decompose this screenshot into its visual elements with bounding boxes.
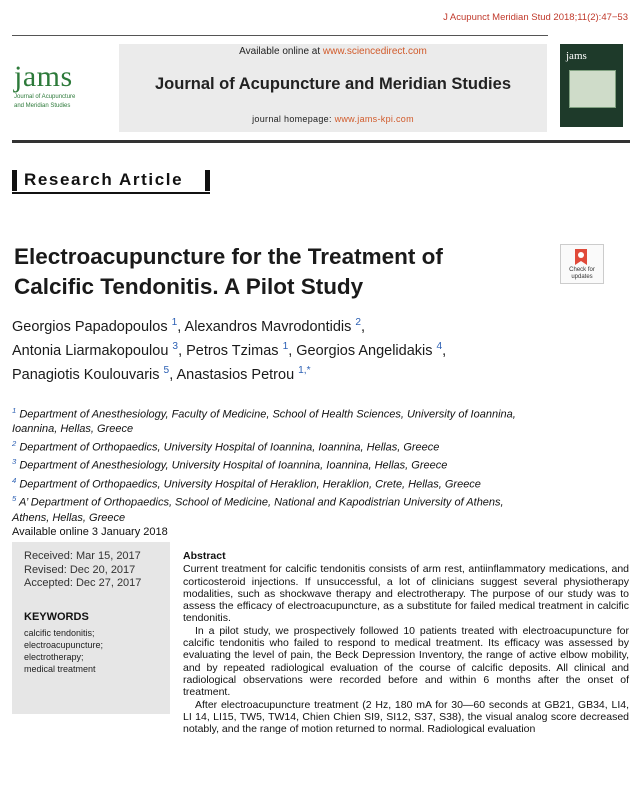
author-affiliation-ref[interactable]: 2 <box>355 317 362 328</box>
author-name[interactable]: Antonia Liarmakopoulou <box>12 342 169 359</box>
abstract-section <box>183 550 629 735</box>
sciencedirect-link[interactable]: www.sciencedirect.com <box>322 46 427 57</box>
received-date: Received: Mar 15, 2017 <box>24 550 141 562</box>
abstract-paragraph-2: In a pilot study, we prospectively followed 10 patients treated with electroacupuncture for calcific tendonitis who failed to respond to medical treatment. Its efficacy was assessed by evaluating the level of pain, the Beck Depression Inventory, the range of active elbow mobility, and by repeated radiological evaluation of the course of calcific deposits. All clinical and radiological observations were recorded before and within 6 months after the onset of treatment. <box>183 624 629 699</box>
affiliation-item: $^2$ Department of Orthopaedics, University Hospital of Ioannina, Ioannina, Hellas, Greece <box>12 439 440 454</box>
keyword-item: electroacupuncture; <box>24 640 104 650</box>
journal-cover-thumbnail[interactable] <box>560 44 623 127</box>
abstract-heading: Abstract <box>183 550 226 562</box>
journal-title: Journal of Acupuncture and Meridian Studies <box>154 75 511 93</box>
check-for-updates-badge[interactable] <box>560 244 604 284</box>
author-affiliation-ref[interactable]: 3 <box>172 340 179 352</box>
keywords-heading: KEYWORDS <box>24 611 89 623</box>
revised-date: Revised: Dec 20, 2017 <box>24 563 136 576</box>
affiliation-item: $^1$ Department of Anesthesiology, Faculty of Medicine, School of Health Sciences, University of Ioannina, Ioannina, Hellas, Greece <box>12 406 516 436</box>
logo-subtitle-1: Journal of Acupuncture <box>14 94 76 100</box>
author-affiliation-ref[interactable]: 1 <box>282 340 289 352</box>
logo-subtitle-2: and Meridian Studies <box>14 103 71 109</box>
author-name[interactable]: Petros Tzimas <box>186 342 279 359</box>
article-title-line-2: Calcific Tendonitis. A Pilot Study <box>14 274 364 299</box>
check-for-updates-text: Check for updates <box>569 267 595 280</box>
article-type-underline <box>12 192 210 194</box>
article-title-line-1: Electroacupuncture for the Treatment of <box>14 244 443 269</box>
journal-citation: J Acupunct Meridian Stud 2018;11(2):47−53 <box>443 12 628 23</box>
keywords-list <box>24 627 103 675</box>
jams-logo <box>14 62 114 110</box>
author-name[interactable]: Anastasios Petrou <box>176 366 295 383</box>
article-type-text: Research Article <box>24 170 184 189</box>
abstract-paragraph-1: Current treatment for calcific tendonitis consists of arm rest, antiinflammatory medications, and corticosteroid injections. If unsuccessful, a lot of clinicians suggest several physiotherapy modalities, such as shockwave therapy and electrotherapy. The purpose of our study was to assess the efficacy of electroacupuncture, as a substitute for failed medical treatment in calcific tendonitis. <box>183 563 629 625</box>
keyword-item: electrotherapy; <box>24 652 84 662</box>
available-online-line: Available online at www.sciencedirect.com <box>239 46 427 57</box>
abstract-paragraph-3: After electroacupuncture treatment (2 Hz, 180 mA for 30—60 seconds at GB21, GB34, LI4, LI 14, LI15, TW5, TW14, Chien Chien SI9, SI12, S37, S38), the visual analog score decreased notably, and the range of motion returned to normal. Radiological evaluation <box>183 698 629 736</box>
journal-homepage-line: journal homepage: www.jams-kpi.com <box>252 114 414 124</box>
accepted-date: Accepted: Dec 27, 2017 <box>24 577 142 589</box>
header-bottom-rule <box>12 140 630 143</box>
article-history <box>24 550 141 591</box>
article-info-sidebar <box>12 542 170 714</box>
author-affiliation-ref[interactable]: 5 <box>163 364 170 376</box>
author-affiliation-ref[interactable]: 1 <box>171 317 178 328</box>
cover-illustration <box>569 70 616 108</box>
author-name[interactable]: Panagiotis Koulouvaris <box>12 366 160 383</box>
article-type-left-mark <box>12 170 17 191</box>
logo-wordmark: jams <box>14 60 73 93</box>
article-title <box>14 242 443 302</box>
available-online-date: Available online 3 January 2018 <box>12 526 168 539</box>
bookmark-icon <box>573 248 589 266</box>
author-name[interactable]: Georgios Papadopoulos <box>12 318 168 335</box>
affiliation-list <box>12 404 532 540</box>
keyword-item: calcific tendonitis; <box>24 628 95 638</box>
keyword-item: medical treatment <box>24 664 96 674</box>
cover-logo: jams <box>566 50 587 62</box>
author-name[interactable]: Alexandros Mavrodontidis <box>184 318 352 335</box>
author-affiliation-ref[interactable]: 4 <box>436 340 443 352</box>
author-list: Georgios Papadopoulos $^1$, Alexandros Mavrodontidis $^2$, Antonia Liarmakopoulou $^3$, Petros Tzimas $^1$, Georgios Angelidakis $^4$, Panagiotis Koulouvaris $^5$, Anastasios Petrou $^{1,*}$ <box>12 317 447 383</box>
affiliation-item: $^5$ A’ Department of Orthopaedics, School of Medicine, National and Kapodistrian University of Athens, Athens, Hellas, Greece <box>12 494 504 524</box>
author-affiliation-ref[interactable]: 1,* <box>298 364 311 376</box>
journal-banner <box>119 44 547 132</box>
article-type-right-mark <box>205 170 210 191</box>
header-top-rule <box>12 35 548 36</box>
author-name[interactable]: Georgios Angelidakis <box>296 342 433 359</box>
affiliation-item: $^4$ Department of Orthopaedics, University Hospital of Heraklion, Heraklion, Crete, Hellas, Greece <box>12 475 481 491</box>
affiliation-item: $^3$ Department of Anesthesiology, University Hospital of Ioannina, Ioannina, Hellas, Greece <box>12 457 448 473</box>
journal-homepage-link[interactable]: www.jams-kpi.com <box>334 114 414 124</box>
